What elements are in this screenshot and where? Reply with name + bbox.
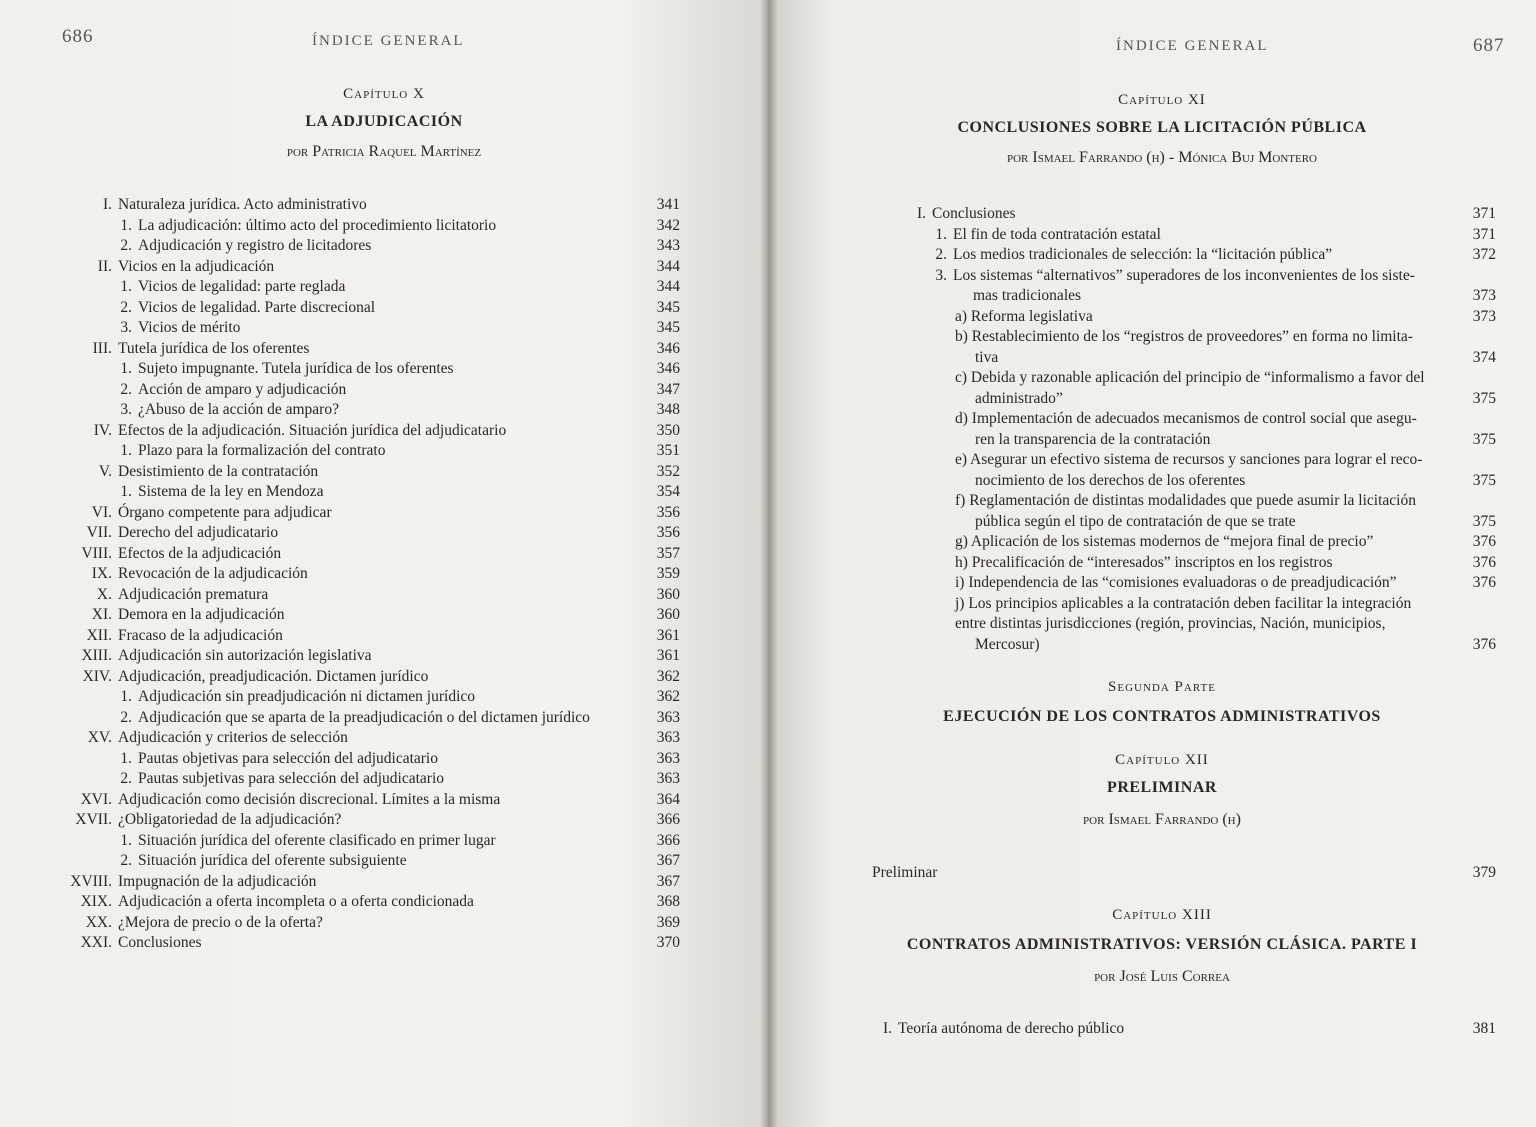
toc-entry <box>120 851 680 872</box>
toc-entry <box>120 236 680 257</box>
toc-entry-line <box>118 421 680 442</box>
toc-entry <box>86 523 680 544</box>
toc-entry <box>955 594 1496 656</box>
toc-entry <box>82 667 680 688</box>
toc-entry-page: 376 <box>1472 533 1496 550</box>
toc-entry <box>75 810 680 831</box>
toc-entry <box>80 790 680 811</box>
toc-entry <box>120 216 680 237</box>
toc-entry-number: 1. <box>120 442 132 459</box>
toc-entry-number: 2. <box>120 770 132 787</box>
toc-entry-page: 371 <box>1472 225 1496 243</box>
toc-entry-page: 357 <box>656 544 680 562</box>
toc-entry <box>955 307 1496 328</box>
toc-entry-text: Naturaleza jurídica. Acto administrativo <box>118 196 367 213</box>
toc-entry-line <box>955 471 1496 492</box>
toc-entry-line <box>118 503 680 524</box>
toc-entry-text: Acción de amparo y adjudicación <box>138 380 347 398</box>
toc-entry-line <box>953 225 1496 246</box>
toc-entry-number: X. <box>96 585 112 603</box>
toc-entry-page: 363 <box>656 749 680 767</box>
toc-entry-text: Situación jurídica del oferente subsiguiente <box>138 852 407 869</box>
chapter-label: Capítulo XIII <box>1112 907 1212 923</box>
toc-entry-page: 341 <box>656 196 680 213</box>
toc-entry-page: 362 <box>656 688 680 705</box>
toc-entry-text: Vicios de mérito <box>138 319 241 336</box>
chapter-xi-heading <box>788 92 1536 167</box>
toc-entry-page: 375 <box>1472 389 1496 407</box>
page-number: 687 <box>1473 35 1505 56</box>
toc-entry <box>955 450 1496 491</box>
toc-entry-line <box>953 286 1496 307</box>
toc-entry-line <box>118 544 680 565</box>
page-number: 686 <box>62 26 94 47</box>
toc-entry-page: 346 <box>656 360 680 377</box>
toc-list <box>768 204 1536 655</box>
toc-entry-number: XII. <box>86 626 112 644</box>
part-label: Segunda Parte <box>1108 679 1216 695</box>
toc-entry-page: 367 <box>656 852 680 869</box>
toc-entry-number: 3. <box>120 319 132 336</box>
toc-entry-page: 361 <box>656 626 680 644</box>
toc-entry-number: 1. <box>120 216 132 234</box>
toc-entry-page: 374 <box>1472 348 1496 366</box>
toc-entry-text: Preliminar <box>872 864 938 881</box>
toc-entry-number: V. <box>98 462 112 480</box>
toc-entry-text: Conclusiones <box>932 205 1016 222</box>
toc-entry-page: 344 <box>656 257 680 275</box>
toc-entry <box>935 225 1496 246</box>
toc-entry-line <box>955 430 1496 451</box>
toc-entry-text: entre distintas jurisdicciones (región, provincias, Nación, municipios, <box>955 615 1386 632</box>
toc-entry-number: 2. <box>120 708 132 726</box>
toc-entry <box>120 400 680 421</box>
toc-entry-text: Impugnación de la adjudicación <box>118 872 317 890</box>
toc-entry <box>91 605 680 626</box>
toc-entry-line <box>955 389 1496 410</box>
toc-entry <box>87 728 680 749</box>
toc-entry-line <box>118 523 680 544</box>
toc-entry-text: pública según el tipo de contratación de que se trate <box>975 512 1296 530</box>
toc-entry-line <box>118 257 680 278</box>
toc-entry <box>93 421 680 442</box>
toc-entry-text: Adjudicación y registro de licitadores <box>138 237 372 254</box>
toc-entry <box>120 687 680 708</box>
toc-entry <box>92 339 680 360</box>
toc-entry <box>70 872 680 893</box>
toc-entry-text: Efectos de la adjudicación. Situación jurídica del adjudicatario <box>118 421 507 439</box>
toc-entry <box>80 933 680 954</box>
toc-entry <box>955 532 1496 553</box>
toc-entry-page: 343 <box>656 237 680 254</box>
book-gutter <box>760 0 778 1127</box>
chapter-label: Capítulo XI <box>1118 92 1206 108</box>
toc-entry-number: VII. <box>86 524 112 541</box>
toc-entry-text: Adjudicación a oferta incompleta o a oferta condicionada <box>118 893 474 910</box>
toc-entry-page: 373 <box>1472 307 1496 325</box>
toc-entry-page: 344 <box>656 278 680 295</box>
toc-entry-line <box>118 933 680 954</box>
toc-entry-page: 371 <box>1472 205 1496 222</box>
toc-entry-text: e) Asegurar un efectivo sistema de recursos y sanciones para lograr el reco- <box>955 451 1423 468</box>
toc-entry-number: 2. <box>935 246 947 263</box>
toc-entry-text: Adjudicación, preadjudicación. Dictamen jurídico <box>118 667 429 685</box>
toc-entry-line <box>118 626 680 647</box>
toc-entry-page: 379 <box>1472 864 1496 881</box>
toc-entry-page: 363 <box>656 708 680 726</box>
toc-entry-page: 345 <box>656 298 680 316</box>
toc-entry-line <box>118 790 680 811</box>
toc-entry-line <box>118 728 680 749</box>
toc-entry-line <box>118 892 680 913</box>
toc-entry-page: 352 <box>656 462 680 480</box>
toc-entry-text: Conclusiones <box>118 934 202 951</box>
running-head: ÍNDICE GENERAL <box>312 33 465 49</box>
toc-entry-text: Pautas objetivas para selección del adjudicatario <box>138 749 438 767</box>
toc-entry-page: 350 <box>656 421 680 439</box>
toc-entry-number: 3. <box>935 266 947 284</box>
toc-entry-line <box>118 646 680 667</box>
toc-entry-text: ¿Obligatoriedad de la adjudicación? <box>118 811 342 828</box>
toc-entry-page: 363 <box>656 770 680 787</box>
toc-entry-page: 372 <box>1472 246 1496 263</box>
toc-entry <box>120 482 680 503</box>
toc-entry-text: Efectos de la adjudicación <box>118 544 282 562</box>
toc-entry-text: nocimiento de los derechos de los oferentes <box>975 471 1246 489</box>
toc-entry-line <box>955 532 1496 553</box>
toc-entry-number: XVII. <box>75 811 112 828</box>
toc-entry-line <box>118 667 680 688</box>
chapter-title: PRELIMINAR <box>1107 779 1217 796</box>
toc-entry-line <box>138 851 680 872</box>
toc-entry <box>955 573 1496 594</box>
toc-entry-page: 362 <box>656 667 680 685</box>
toc-entry-text: administrado” <box>975 389 1063 407</box>
toc-entry <box>935 266 1496 307</box>
toc-entry <box>916 204 1496 225</box>
chapter-xii-heading <box>788 752 1536 829</box>
chapter-label: Capítulo XII <box>1115 752 1209 768</box>
toc-entry-number: 2. <box>120 237 132 254</box>
toc-entry-line <box>138 749 680 770</box>
toc-entry-line <box>118 605 680 626</box>
toc-entry-text: tiva <box>975 348 999 366</box>
toc-entry-number: I. <box>916 205 926 222</box>
toc-entry-number: IV. <box>93 421 112 439</box>
toc-entry-line <box>118 585 680 606</box>
toc-entry-text: h) Precalificación de “interesados” inscriptos en los registros <box>955 553 1333 571</box>
toc-entry <box>120 318 680 339</box>
chapter-author: por Ismael Farrando (h) <box>1083 811 1241 828</box>
toc-entry-page: 373 <box>1472 287 1496 304</box>
toc-entry-text: Adjudicación sin preadjudicación ni dictamen jurídico <box>138 688 476 705</box>
toc-entry <box>102 195 680 216</box>
toc-entry-line <box>138 769 680 790</box>
toc-entry-text: Los medios tradicionales de selección: la “licitación pública” <box>953 246 1333 263</box>
toc-entry-text: Vicios en la adjudicación <box>118 257 275 275</box>
toc-entry-text: Desistimiento de la contratación <box>118 462 319 480</box>
toc-entry-line <box>932 204 1496 225</box>
toc-entry-page: 360 <box>656 585 680 603</box>
toc-entry <box>120 298 680 319</box>
toc-entry-page: 359 <box>656 565 680 582</box>
toc-entry <box>91 503 680 524</box>
toc-entry <box>120 380 680 401</box>
toc-entry <box>872 863 1496 884</box>
toc-entry-text: Revocación de la adjudicación <box>118 565 308 582</box>
toc-entry-page: 367 <box>656 872 680 890</box>
toc-entry-text: ren la transparencia de la contratación <box>975 430 1211 448</box>
toc-entry-text: mas tradicionales <box>973 287 1082 304</box>
toc-entry-text: Plazo para la formalización del contrato <box>138 442 386 459</box>
toc-entry-text: Teoría autónoma de derecho público <box>898 1020 1125 1037</box>
toc-entry-line <box>138 380 680 401</box>
toc-entry-text: f) Reglamentación de distintas modalidades que puede asumir la licitación <box>955 492 1416 509</box>
chapter-xiii-heading <box>788 907 1536 986</box>
toc-entry-page: 348 <box>656 401 680 418</box>
toc-entry-line <box>138 318 680 339</box>
toc-entry-page: 356 <box>656 503 680 521</box>
toc-entry-line <box>955 573 1496 594</box>
toc-entry-page: 347 <box>656 380 680 398</box>
toc-entry-number: 2. <box>120 298 132 316</box>
toc-entry-line <box>138 277 680 298</box>
toc-entry-line <box>118 339 680 360</box>
toc-entry-text: El fin de toda contratación estatal <box>953 225 1161 243</box>
toc-entry-text: Adjudicación y criterios de selección <box>118 729 348 746</box>
toc-entry <box>955 553 1496 574</box>
toc-entry-line <box>955 512 1496 533</box>
toc-entry <box>98 462 680 483</box>
toc-entry-line <box>138 708 680 729</box>
toc-entry-line <box>118 462 680 483</box>
toc-entry-text: Derecho del adjudicatario <box>118 524 279 541</box>
toc-entry-number: 1. <box>120 360 132 377</box>
toc-entry <box>955 327 1496 368</box>
toc-entry-page: 376 <box>1472 574 1496 591</box>
toc-entry-number: XX. <box>85 913 112 931</box>
toc-entry-number: 3. <box>120 401 132 418</box>
toc-entry-page: 376 <box>1472 635 1496 653</box>
toc-entry-text: Tutela jurídica de los oferentes <box>118 339 310 357</box>
toc-entry-line <box>138 831 680 852</box>
toc-entry-line <box>138 687 680 708</box>
toc-entry-number: 1. <box>120 688 132 705</box>
chapter-title: CONCLUSIONES SOBRE LA LICITACIÓN PÚBLICA <box>957 119 1367 136</box>
toc-entry-page: 369 <box>656 913 680 931</box>
chapter-author: por José Luis Correa <box>1094 968 1230 985</box>
toc-entry <box>80 892 680 913</box>
toc-entry-text: Vicios de legalidad: parte reglada <box>138 278 346 295</box>
toc-entry-line <box>118 913 680 934</box>
toc-entry-number: VI. <box>91 503 112 521</box>
toc-entry-number: 1. <box>120 278 132 295</box>
toc-entry-line <box>955 307 1496 328</box>
toc-entry-line <box>138 359 680 380</box>
toc-entry-page: 366 <box>656 831 680 849</box>
toc-entry-line <box>955 348 1496 369</box>
toc-entry-text: Fracaso de la adjudicación <box>118 626 283 644</box>
toc-entry-text: Vicios de legalidad. Parte discrecional <box>138 298 376 316</box>
chapter-author: por Ismael Farrando (h) - Mónica Buj Montero <box>1006 149 1317 166</box>
toc-entry-text: Situación jurídica del oferente clasificado en primer lugar <box>138 831 496 849</box>
toc-list <box>0 195 768 954</box>
toc-entry-page: 354 <box>656 483 680 500</box>
toc-entry-number: XIII. <box>81 647 112 664</box>
toc-entry-number: XVIII. <box>70 872 112 890</box>
toc-entry <box>85 913 680 934</box>
toc-entry-text: b) Restablecimiento de los “registros de proveedores” en forma no limita- <box>955 328 1413 345</box>
toc-entry-number: I. <box>102 196 112 213</box>
toc-entry-text: Órgano competente para adjudicar <box>118 503 332 521</box>
toc-entry <box>955 491 1496 532</box>
toc-entry-text: Adjudicación como decisión discrecional. Límites a la misma <box>118 790 501 808</box>
toc-entry-text: Sistema de la ley en Mendoza <box>138 483 324 500</box>
toc-entry <box>86 626 680 647</box>
toc-entry-number: 1. <box>120 831 132 849</box>
toc-entry <box>120 831 680 852</box>
toc-entry-text: Los sistemas “alternativos” superadores de los inconvenientes de los siste- <box>953 266 1415 284</box>
toc-entry-line <box>118 872 680 893</box>
toc-entry-page: 360 <box>656 606 680 623</box>
toc-entry-line <box>953 245 1496 266</box>
toc-entry-page: 368 <box>656 893 680 910</box>
toc-entry-page: 375 <box>1472 471 1496 489</box>
right-page <box>768 0 1536 1127</box>
toc-entry-number: XXI. <box>80 934 112 951</box>
toc-entry-line <box>118 564 680 585</box>
toc-entry-line <box>138 298 680 319</box>
chapter-title: CONTRATOS ADMINISTRATIVOS: VERSIÓN CLÁSICA. PARTE I <box>906 936 1418 953</box>
toc-entry-number: VIII. <box>81 544 112 562</box>
chapter-heading <box>0 86 768 161</box>
toc-entry-text: a) Reforma legislativa <box>955 307 1093 325</box>
toc-entry-number: XVI. <box>80 790 112 808</box>
toc-entry <box>120 359 680 380</box>
toc-entry-text: i) Independencia de las “comisiones evaluadoras o de preadjudicación” <box>955 574 1397 591</box>
toc-entry <box>955 368 1496 409</box>
toc-entry-line <box>118 810 680 831</box>
running-head: ÍNDICE GENERAL <box>1116 38 1269 54</box>
toc-entry-line <box>138 441 680 462</box>
toc-entry-number: XIX. <box>80 893 112 910</box>
toc-entry <box>91 564 680 585</box>
toc-entry-page: 346 <box>656 339 680 357</box>
toc-entry-page: 376 <box>1472 553 1496 571</box>
toc-entry-page: 345 <box>656 319 680 336</box>
toc-entry-text: Mercosur) <box>975 635 1040 653</box>
toc-entry <box>97 257 680 278</box>
toc-entry-page: 370 <box>656 934 680 951</box>
toc-entry <box>81 646 680 667</box>
toc-entry-page: 351 <box>656 442 680 459</box>
toc-entry-number: II. <box>97 257 112 275</box>
toc-entry-page: 342 <box>656 216 680 234</box>
toc-entry-number: III. <box>92 339 112 357</box>
toc-entry-line <box>138 400 680 421</box>
toc-entry-number: 2. <box>120 380 132 398</box>
toc-entry-text: ¿Abuso de la acción de amparo? <box>138 401 339 418</box>
toc-entry-number: 1. <box>935 225 947 243</box>
toc-entry-number: XIV. <box>82 667 112 685</box>
toc-entry-line <box>138 236 680 257</box>
toc-entry-text: La adjudicación: último acto del procedimiento licitatorio <box>138 216 497 234</box>
toc-entry <box>81 544 680 565</box>
toc-entry-page: 366 <box>656 811 680 828</box>
chapter-label: Capítulo X <box>343 86 425 102</box>
toc-entry <box>120 749 680 770</box>
toc-entry-number: XI. <box>91 606 112 623</box>
toc-entry-page: 381 <box>1472 1020 1496 1037</box>
toc-entry-number: IX. <box>91 565 112 582</box>
toc-entry-text: Pautas subjetivas para selección del adjudicatario <box>138 770 445 787</box>
chapter-author: por Patricia Raquel Martínez <box>286 143 482 160</box>
toc-entry-line <box>118 195 680 216</box>
toc-entry-page: 363 <box>656 729 680 746</box>
toc-entry-text: Adjudicación prematura <box>118 585 269 603</box>
toc-entry <box>935 245 1496 266</box>
toc-entry-number: I. <box>882 1020 892 1037</box>
toc-entry-line <box>138 216 680 237</box>
toc-entry-page: 375 <box>1472 430 1496 448</box>
toc-entry-page: 356 <box>656 524 680 541</box>
toc-entry-text: c) Debida y razonable aplicación del principio de “informalismo a favor del <box>955 369 1425 386</box>
toc-entry-page: 375 <box>1472 512 1496 530</box>
toc-entry-number: 1. <box>120 483 132 500</box>
toc-entry-text: Adjudicación sin autorización legislativa <box>118 647 372 664</box>
toc-entry-number: 2. <box>120 852 132 869</box>
toc-entry-number: 1. <box>120 749 132 767</box>
toc-entry-page: 364 <box>656 790 680 808</box>
toc-entry <box>120 277 680 298</box>
toc-entry <box>955 409 1496 450</box>
chapter-title: LA ADJUDICACIÓN <box>305 113 463 130</box>
toc-entry-text: Adjudicación que se aparta de la preadjudicación o del dictamen jurídico <box>138 708 590 726</box>
toc-entry-page: 361 <box>656 647 680 664</box>
toc-entry-text: Demora en la adjudicación <box>118 606 285 623</box>
part-title: EJECUCIÓN DE LOS CONTRATOS ADMINISTRATIVOS <box>943 708 1381 725</box>
toc-entry-text: d) Implementación de adecuados mecanismos de control social que asegu- <box>955 410 1417 427</box>
toc-entry <box>120 708 680 729</box>
toc-entry <box>96 585 680 606</box>
toc-entry-line <box>955 553 1496 574</box>
toc-entry-text: Sujeto impugnante. Tutela jurídica de los oferentes <box>138 360 454 377</box>
part-heading <box>788 679 1536 726</box>
toc-entry <box>882 1019 1496 1040</box>
toc-entry-text: ¿Mejora de precio o de la oferta? <box>118 913 323 931</box>
toc-entry-text: j) Los principios aplicables a la contratación deben facilitar la integración <box>955 594 1412 612</box>
toc-entry-line <box>138 482 680 503</box>
toc-entry <box>120 769 680 790</box>
toc-entry-text: g) Aplicación de los sistemas modernos de “mejora final de precio” <box>955 533 1374 550</box>
toc-entry-number: XV. <box>87 729 112 746</box>
toc-entry <box>120 441 680 462</box>
toc-entry-line <box>955 635 1496 656</box>
